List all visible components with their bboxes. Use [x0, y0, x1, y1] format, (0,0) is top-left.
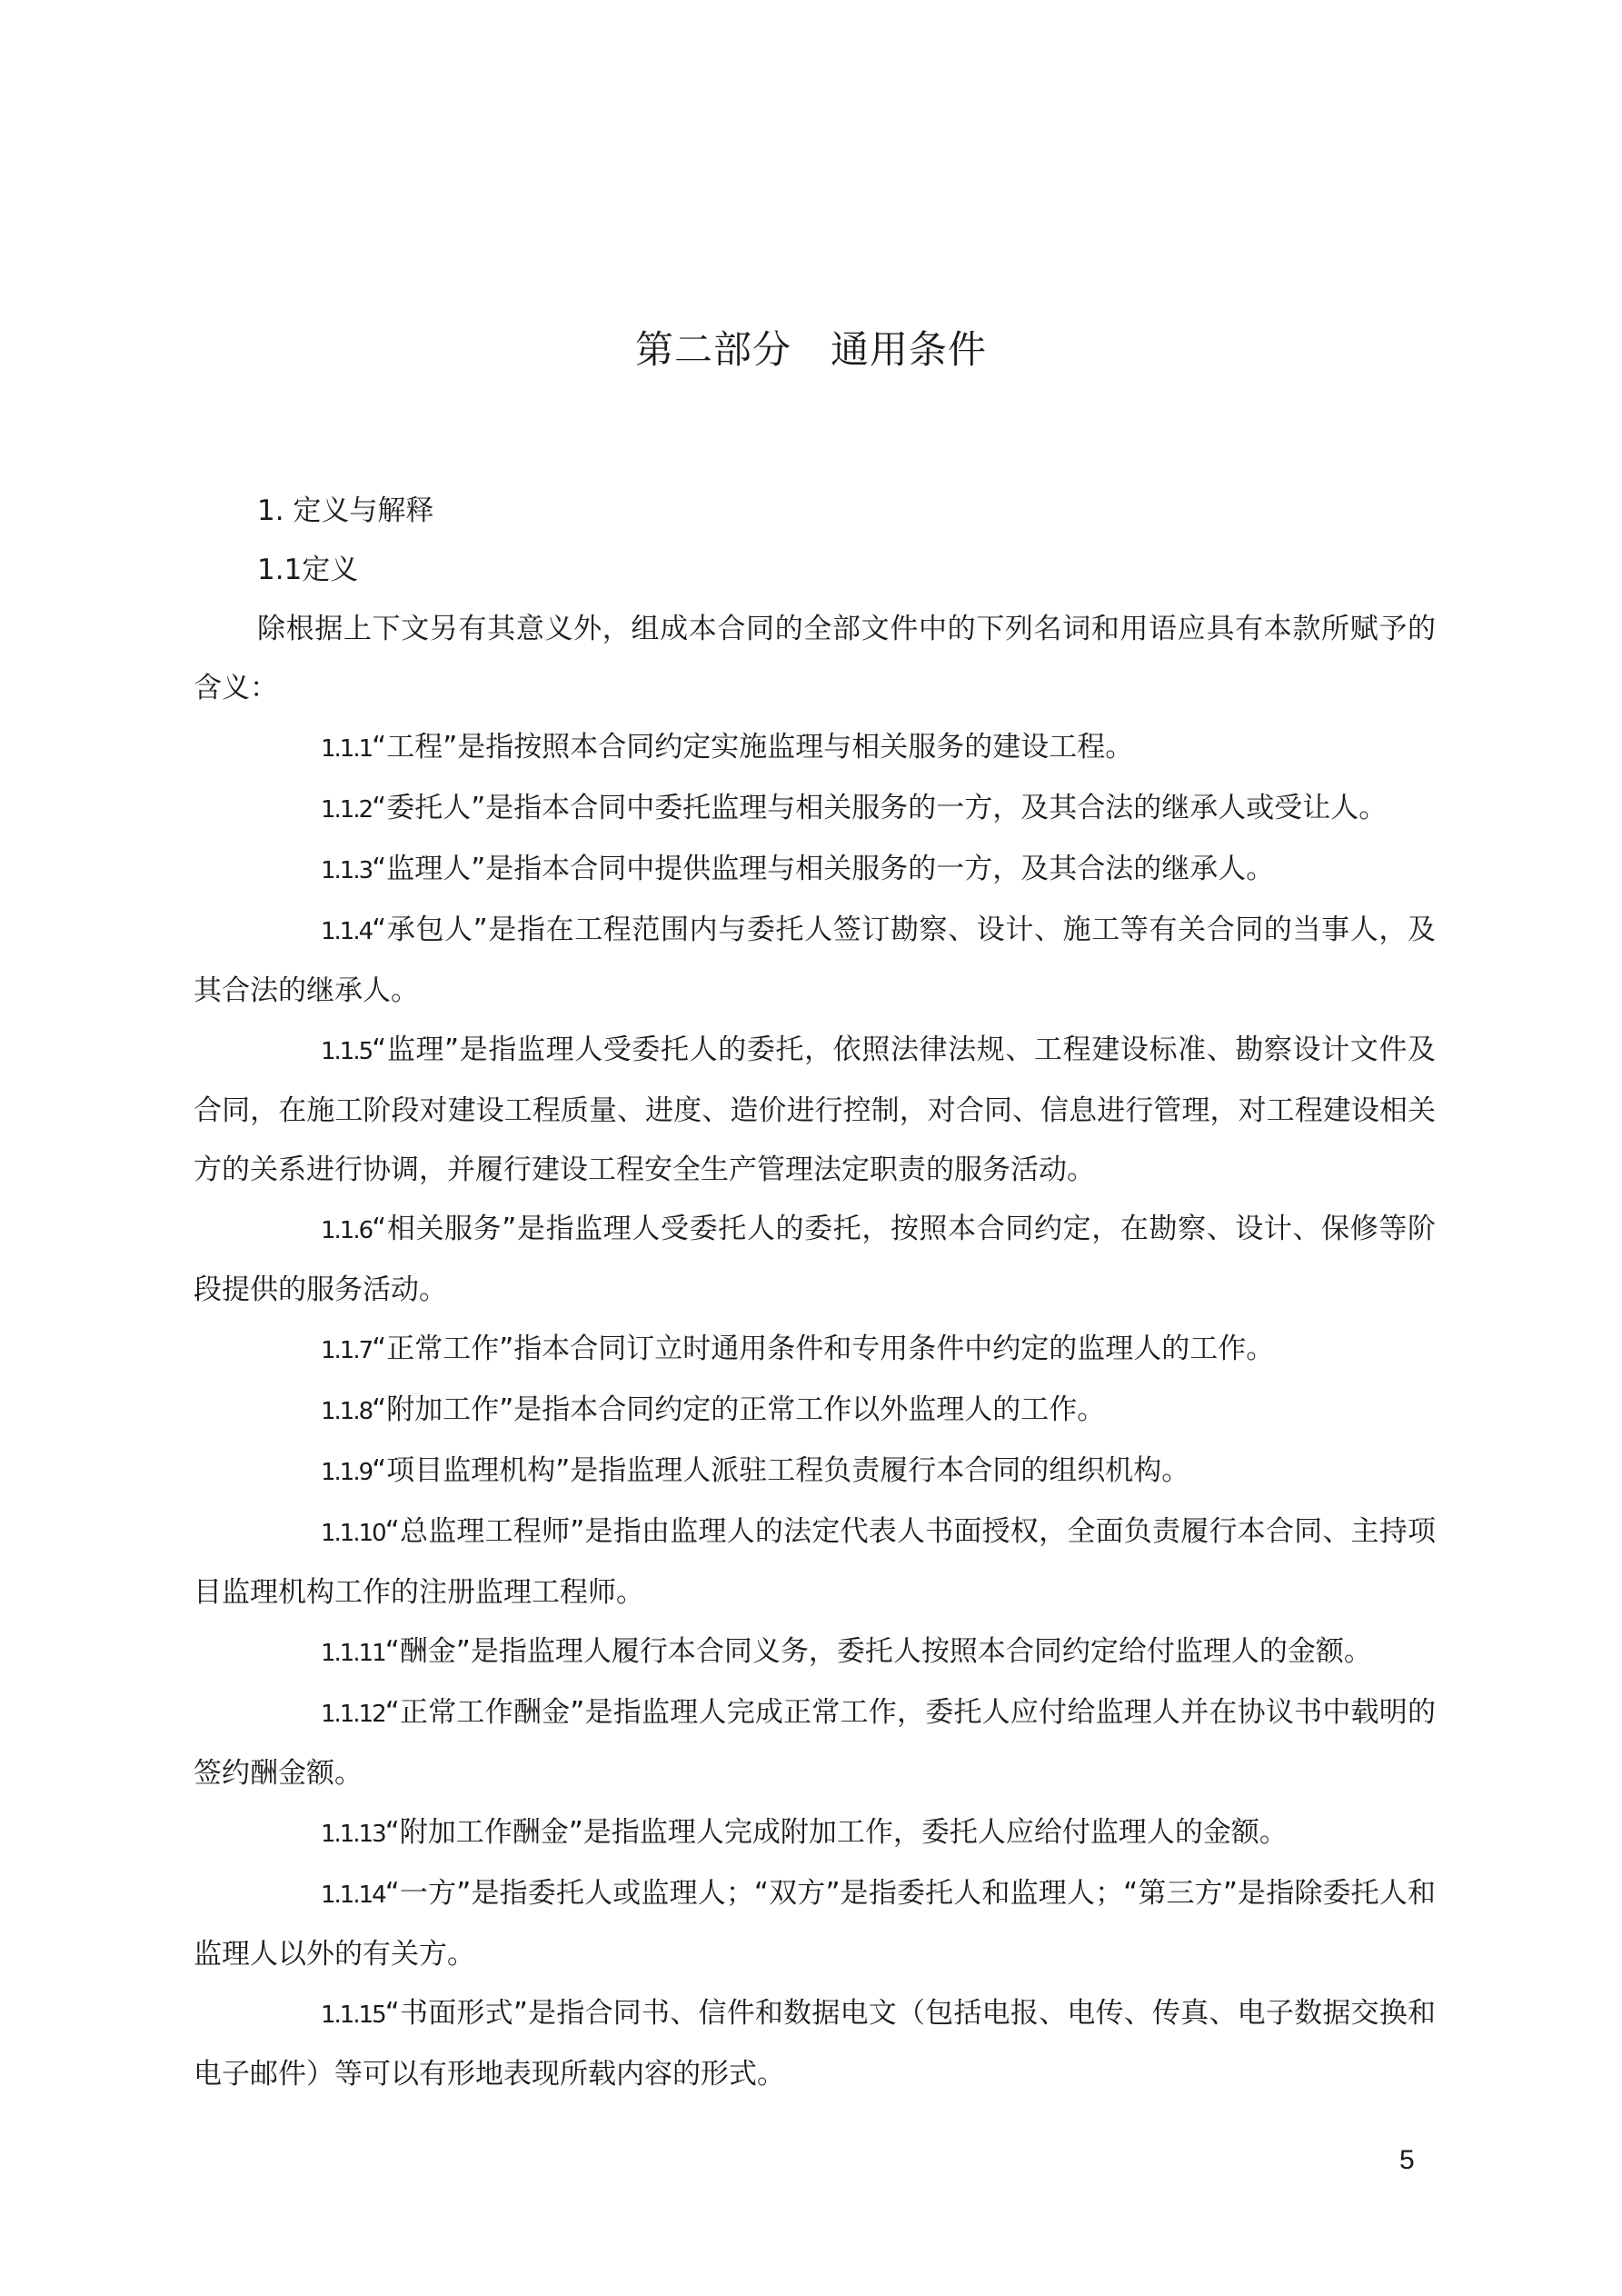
clause-text: “监理”是指监理人受委托人的委托，依照法律法规、工程建设标准、勘察设计文件及合同，在施工阶段对建设工程质量、进度、造价进行控制，对合同、信息进行管理，对工程建设相关方的关系进行协调，并履行建设工程安全生产管理法定职责的服务活动。 [194, 1033, 1436, 1186]
clause-1-1-4 [194, 901, 1436, 1021]
clause-text: “监理人”是指本合同中提供监理与相关服务的一方，及其合法的继承人。 [372, 853, 1275, 885]
clause-text: “委托人”是指本合同中委托监理与相关服务的一方，及其合法的继承人或受让人。 [372, 792, 1388, 824]
clause-number: 1.1.5 [321, 1038, 373, 1065]
clause-1-1-5 [194, 1021, 1436, 1200]
clause-number: 1.1.15 [321, 2002, 385, 2029]
clause-number: 1.1.12 [321, 1701, 385, 1728]
clause-1-1-6 [194, 1200, 1436, 1320]
clause-number: 1.1.9 [321, 1459, 373, 1486]
clause-text: “承包人”是指在工程范围内与委托人签订勘察、设计、施工等有关合同的当事人，及其合法的继承人。 [194, 913, 1436, 1007]
section-heading: 1. 定义与解释 [257, 494, 434, 527]
clause-1-1-15 [194, 1984, 1436, 2104]
clause-text: “相关服务”是指监理人受委托人的委托，按照本合同约定，在勘察、设计、保修等阶段提供的服务活动。 [194, 1213, 1436, 1306]
clause-number: 1.1.4 [321, 918, 373, 945]
clause-text: “正常工作酬金”是指监理人完成正常工作，委托人应付给监理人并在协议书中载明的签约酬金额。 [194, 1696, 1436, 1790]
clause-1-1-2 [194, 779, 1436, 840]
clause-text: “书面形式”是指合同书、信件和数据电文（包括电报、电传、传真、电子数据交换和电子邮件）等可以有形地表现所载内容的形式。 [194, 1997, 1436, 2091]
clause-1-1-12 [194, 1683, 1436, 1803]
clause-number: 1.1.6 [321, 1217, 373, 1244]
clause-1-1-8 [194, 1381, 1436, 1442]
intro-paragraph: 除根据上下文另有其意义外，组成本合同的全部文件中的下列名词和用语应具有本款所赋予的含义： [194, 613, 1436, 704]
clause-number: 1.1.3 [321, 857, 373, 884]
page-number: 5 [1399, 2145, 1415, 2175]
clause-text: “工程”是指按照本合同约定实施监理与相关服务的建设工程。 [372, 731, 1134, 764]
clause-1-1-14 [194, 1864, 1436, 1984]
clause-number: 1.1.14 [321, 1882, 385, 1909]
clause-1-1-1 [194, 718, 1436, 779]
clause-number: 1.1.11 [321, 1640, 385, 1667]
part-title: 第二部分 通用条件 [634, 327, 987, 372]
clause-number: 1.1.10 [321, 1520, 385, 1547]
clause-text: “总监理工程师”是指由监理人的法定代表人书面授权，全面负责履行本合同、主持项目监理机构工作的注册监理工程师。 [194, 1515, 1436, 1609]
subsection-heading: 1.1定义 [257, 554, 359, 586]
clause-text: “正常工作”指本合同订立时通用条件和专用条件中约定的监理人的工作。 [372, 1333, 1275, 1365]
document-body [194, 482, 1436, 2104]
clause-text: “酬金”是指监理人履行本合同义务，委托人按照本合同约定给付监理人的金额。 [384, 1635, 1372, 1668]
clause-1-1-3 [194, 840, 1436, 901]
clause-text: “附加工作酬金”是指监理人完成附加工作，委托人应给付监理人的金额。 [384, 1816, 1288, 1849]
clause-text: “附加工作”是指本合同约定的正常工作以外监理人的工作。 [372, 1393, 1106, 1426]
clause-1-1-9 [194, 1442, 1436, 1502]
clause-number: 1.1.13 [321, 1821, 385, 1848]
clause-1-1-11 [194, 1622, 1436, 1683]
clause-1-1-7 [194, 1320, 1436, 1381]
clause-number: 1.1.8 [321, 1398, 373, 1425]
clause-number: 1.1.2 [321, 796, 373, 824]
clause-number: 1.1.1 [321, 735, 373, 763]
clause-1-1-13 [194, 1803, 1436, 1864]
clause-text: “一方”是指委托人或监理人；“双方”是指委托人和监理人；“第三方”是指除委托人和监理人以外的有关方。 [194, 1877, 1436, 1971]
clause-1-1-10 [194, 1502, 1436, 1622]
clause-text: “项目监理机构”是指监理人派驻工程负责履行本合同的组织机构。 [372, 1454, 1190, 1487]
clause-number: 1.1.7 [321, 1337, 373, 1364]
